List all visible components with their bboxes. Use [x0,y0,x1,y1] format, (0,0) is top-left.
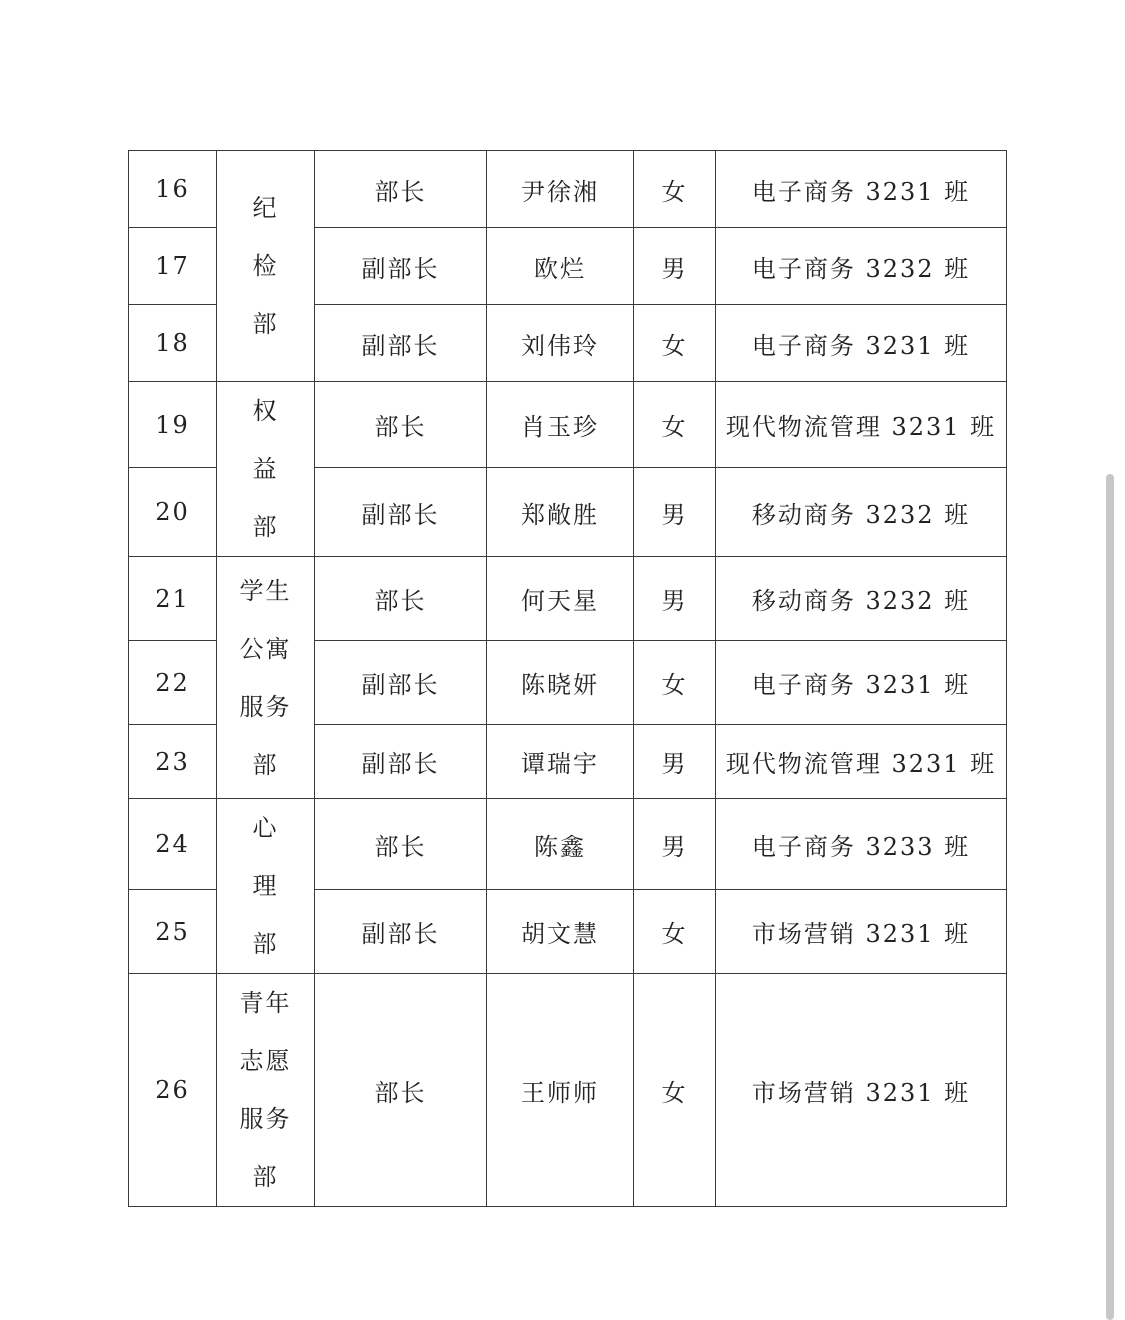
role-cell: 部长 [315,557,487,641]
role-cell: 副部长 [315,468,487,557]
gender-cell: 女 [634,382,716,468]
class-cell: 移动商务 3232 班 [716,557,1007,641]
row-number: 16 [129,151,217,228]
gender-cell: 男 [634,557,716,641]
class-cell: 现代物流管理 3231 班 [716,382,1007,468]
name-cell: 王师师 [487,974,634,1207]
row-number: 18 [129,305,217,382]
row-number: 20 [129,468,217,557]
department-cell [217,974,315,1207]
table-row [129,557,1007,641]
vertical-scrollbar-thumb[interactable] [1106,474,1114,1320]
row-number: 19 [129,382,217,468]
row-number: 22 [129,641,217,725]
name-cell: 尹徐湘 [487,151,634,228]
role-cell: 副部长 [315,890,487,974]
class-cell: 市场营销 3231 班 [716,890,1007,974]
role-cell: 部长 [315,799,487,890]
name-cell: 陈晓妍 [487,641,634,725]
class-cell: 电子商务 3231 班 [716,151,1007,228]
role-cell: 副部长 [315,305,487,382]
name-cell: 刘伟玲 [487,305,634,382]
table-row [129,974,1007,1207]
role-cell: 副部长 [315,228,487,305]
gender-cell: 女 [634,890,716,974]
name-cell: 谭瑞宇 [487,725,634,799]
role-cell: 部长 [315,151,487,228]
name-cell: 肖玉珍 [487,382,634,468]
role-cell: 副部长 [315,725,487,799]
row-number: 25 [129,890,217,974]
class-cell: 电子商务 3231 班 [716,641,1007,725]
row-number: 26 [129,974,217,1207]
gender-cell: 女 [634,641,716,725]
department-cell [217,557,315,799]
role-cell: 部长 [315,382,487,468]
row-number: 21 [129,557,217,641]
department-name: 学生 公寓 服务 部 [239,576,292,779]
name-cell: 胡文慧 [487,890,634,974]
gender-cell: 男 [634,799,716,890]
role-cell: 部长 [315,974,487,1207]
class-cell: 电子商务 3231 班 [716,305,1007,382]
gender-cell: 女 [634,305,716,382]
department-name: 纪 检 部 [252,194,279,338]
name-cell: 陈鑫 [487,799,634,890]
table-row [129,382,1007,468]
department-cell [217,382,315,557]
role-cell: 副部长 [315,641,487,725]
row-number: 17 [129,228,217,305]
row-number: 23 [129,725,217,799]
class-cell: 现代物流管理 3231 班 [716,725,1007,799]
gender-cell: 女 [634,974,716,1207]
gender-cell: 女 [634,151,716,228]
department-name: 青年 志愿 服务 部 [239,989,292,1191]
table-row [129,151,1007,228]
roster-table [128,150,1007,1207]
department-cell [217,799,315,974]
department-name: 权 益 部 [252,397,279,541]
name-cell: 欧烂 [487,228,634,305]
class-cell: 移动商务 3232 班 [716,468,1007,557]
table-row [129,799,1007,890]
gender-cell: 男 [634,725,716,799]
class-cell: 电子商务 3233 班 [716,799,1007,890]
row-number: 24 [129,799,217,890]
name-cell: 郑敞胜 [487,468,634,557]
class-cell: 电子商务 3232 班 [716,228,1007,305]
name-cell: 何天星 [487,557,634,641]
department-name: 心 理 部 [252,814,279,958]
department-cell [217,151,315,382]
class-cell: 市场营销 3231 班 [716,974,1007,1207]
gender-cell: 男 [634,228,716,305]
gender-cell: 男 [634,468,716,557]
